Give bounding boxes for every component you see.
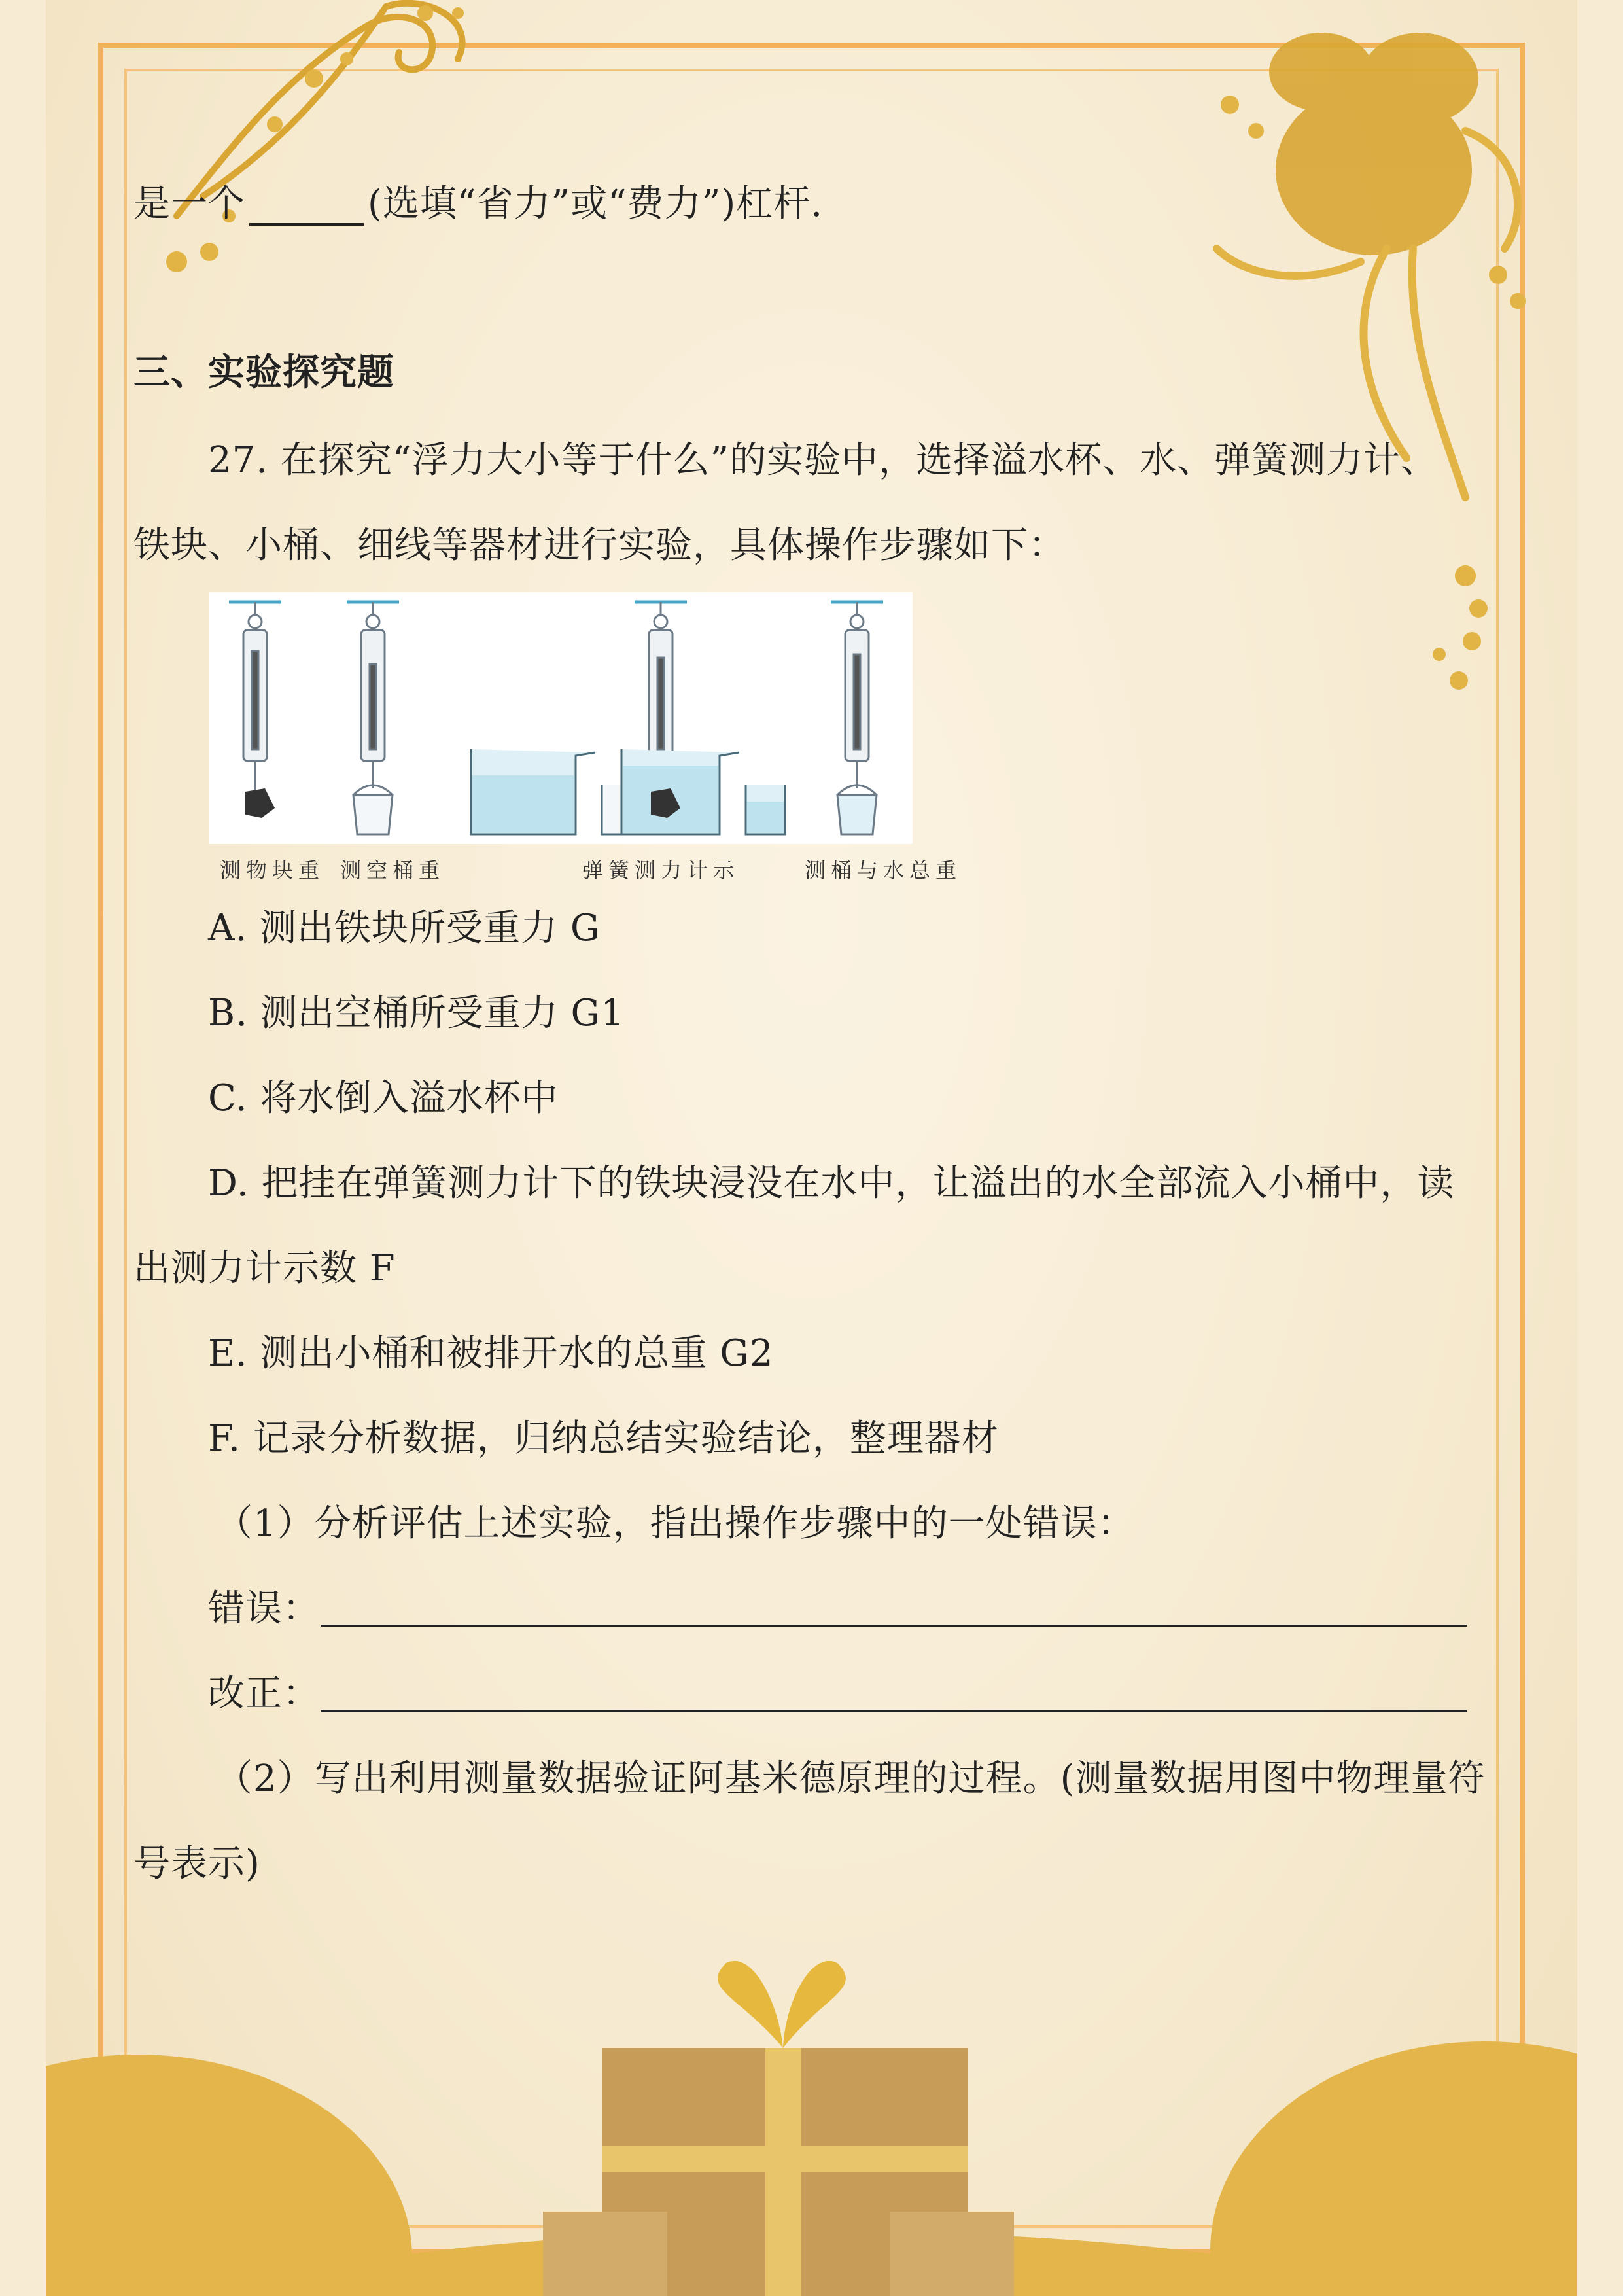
spring-scale-4	[831, 602, 883, 834]
overflow-cup-2	[621, 749, 785, 834]
step-c: C. 将水倒入溢水杯中	[208, 1077, 559, 1120]
figure-caption-3: 弹簧测力计示	[582, 858, 740, 883]
tail-suffix: (选填“省力”或“费力”)杠杆.	[368, 183, 824, 225]
answer-blank[interactable]	[249, 190, 364, 226]
fix-answer-line[interactable]	[321, 1710, 1467, 1712]
part1-prompt: （1）分析评估上述实验，指出操作步骤中的一处错误：	[216, 1502, 1135, 1545]
gold-ornament-top-right	[1191, 0, 1557, 713]
step-a: A. 测出铁块所受重力 G	[208, 907, 601, 949]
previous-question-tail	[133, 182, 823, 226]
tail-prefix: 是一个	[133, 183, 245, 225]
question-intro-line1: 27. 在探究“浮力大小等于什么”的实验中，选择溢水杯、水、弹簧测力计、	[208, 439, 1439, 482]
error-label: 错误：	[208, 1587, 320, 1630]
step-b: B. 测出空桶所受重力 G1	[208, 992, 625, 1034]
overflow-cup-1	[471, 749, 641, 834]
gift-box-decoration	[46, 1950, 1577, 2296]
error-answer-line[interactable]	[321, 1625, 1467, 1627]
part2-line2: 号表示)	[133, 1843, 260, 1885]
step-e: E. 测出小桶和被排开水的总重 G2	[208, 1332, 774, 1375]
section-title: 三、实验探究题	[133, 351, 394, 394]
figure-caption-1: 测物块重	[220, 858, 325, 883]
part2-line1: （2）写出利用测量数据验证阿基米德原理的过程。(测量数据用图中物理量符	[216, 1757, 1486, 1800]
step-f: F. 记录分析数据，归纳总结实验结论，整理器材	[208, 1417, 999, 1460]
question-intro-line2: 铁块、小桶、细线等器材进行实验，具体操作步骤如下：	[133, 524, 1066, 567]
spring-scale-1	[229, 602, 281, 795]
figure-caption-2: 测空桶重	[340, 858, 445, 883]
fix-label: 改正：	[208, 1672, 320, 1715]
figure-caption-4: 测桶与水总重	[805, 858, 962, 883]
step-d-line2: 出测力计示数 F	[133, 1247, 396, 1290]
experiment-figure	[209, 592, 913, 844]
spring-scale-2	[347, 602, 399, 834]
gold-ornament-top-left	[150, 0, 569, 301]
iron-block	[245, 788, 275, 818]
step-d-line1: D. 把挂在弹簧测力计下的铁块浸没在水中，让溢出的水全部流入小桶中，读	[208, 1162, 1455, 1205]
